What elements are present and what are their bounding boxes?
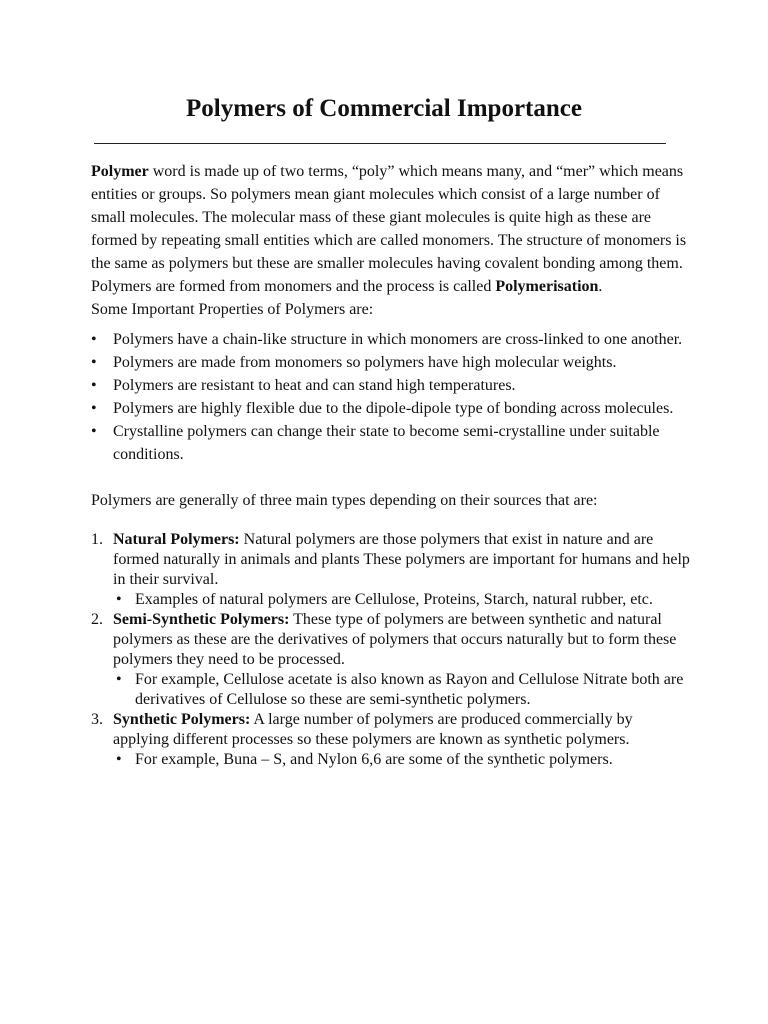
type-name: Semi-Synthetic Polymers: [113,611,290,628]
type-description: Natural polymers are those polymers that exist in nature and are formed naturally in animals and plants These polymers are important for humans and help in their survival. [113,531,690,588]
properties-list [91,328,691,466]
example-item [113,670,691,710]
example-text: Examples of natural polymers are Cellulose, Proteins, Starch, natural rubber, etc. [135,591,653,608]
example-item [113,590,691,610]
properties-heading: Some Important Properties of Polymers are: [91,301,374,318]
type-item-synthetic [91,710,691,770]
list-item [91,420,691,466]
type-examples [113,670,691,710]
list-item [91,351,691,374]
example-item [113,750,691,770]
type-examples [113,590,691,610]
document-body [91,160,691,770]
bullet-marker: • [116,751,122,768]
bullet-marker: • [116,591,122,608]
title-divider [94,143,666,144]
type-description: These type of polymers are between synthetic and natural polymers as these are the derivatives of polymers that occurs naturally but to form these polymers they need to be processed. [113,611,677,668]
bullet-marker: • [91,400,97,417]
list-item-text: Crystalline polymers can change their state to become semi-crystalline under suitable conditions. [113,423,660,463]
type-description: A large number of polymers are produced commercially by applying different processes so these polymers are known as synthetic polymers. [113,711,633,748]
type-item-semi-synthetic [91,610,691,710]
term-polymer: Polymer [91,163,149,180]
type-examples [113,750,691,770]
list-item-text: Polymers are highly flexible due to the dipole-dipole type of bonding across molecules. [113,400,674,417]
intro-paragraph [91,160,691,298]
list-item-text: Polymers have a chain-like structure in which monomers are cross-linked to one another. [113,331,683,348]
intro-end: . [598,278,603,295]
list-item-text: Polymers are resistant to heat and can stand high temperatures. [113,377,516,394]
list-item [91,328,691,351]
type-item-natural [91,530,691,610]
bullet-marker: • [91,377,97,394]
polymer-types-list [91,530,691,770]
type-name: Synthetic Polymers: [113,711,251,728]
list-number: 2. [91,611,103,628]
bullet-marker: • [91,331,97,348]
list-item [91,374,691,397]
bullet-marker: • [91,354,97,371]
bullet-marker: • [116,671,122,688]
types-intro: Polymers are generally of three main types depending on their sources that are: [91,492,598,509]
list-item-text: Polymers are made from monomers so polymers have high molecular weights. [113,354,617,371]
list-number: 3. [91,711,103,728]
example-text: For example, Buna – S, and Nylon 6,6 are some of the synthetic polymers. [135,751,613,768]
example-text: For example, Cellulose acetate is also known as Rayon and Cellulose Nitrate both are derivatives of Cellulose so these are semi-synthetic polymers. [135,671,684,708]
list-number: 1. [91,531,103,548]
type-name: Natural Polymers: [113,531,240,548]
page-title: Polymers of Commercial Importance [186,95,582,122]
bullet-marker: • [91,423,97,440]
list-item [91,397,691,420]
intro-text: word is made up of two terms, “poly” which means many, and “mer” which means entities or groups. So polymers mean giant molecules which consist of a large number of small molecules. The molecular mass of these giant molecules is quite high as these are formed by repeating small entities which are called monomers. The structure of monomers is the same as polymers but these are smaller molecules having covalent bonding among them. Polymers are formed from monomers and the process is called [91,163,687,295]
term-polymerisation: Polymerisation [495,278,599,295]
